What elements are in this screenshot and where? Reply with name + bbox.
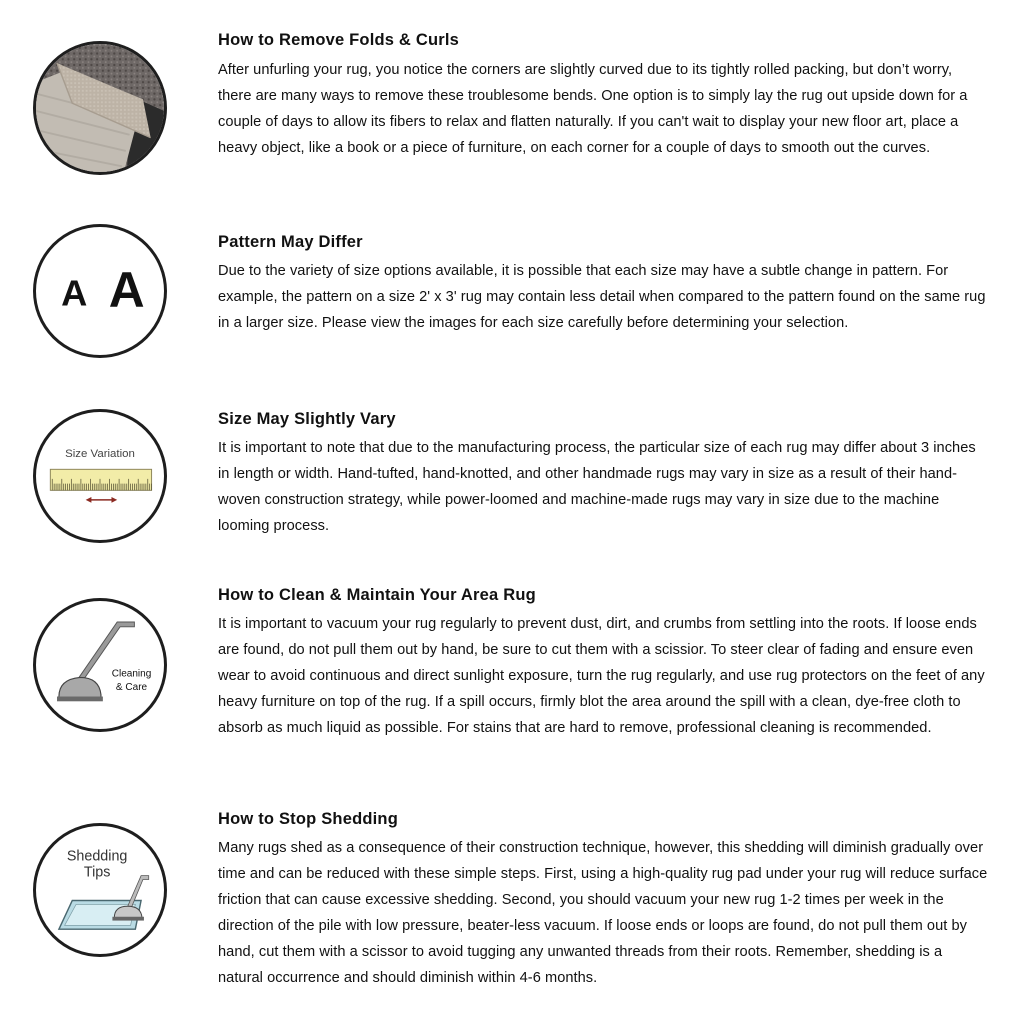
section-body: After unfurling your rug, you notice the corners are slightly curved due to its tightly rolled packing, but don’t worry, there are many ways to remove these troublesome bends. One option is to simply lay the rug out upside down for a couple of days to allow its fibers to relax and flatten naturally. If you can't wait to display your new floor art, place a heavy object, like a book or a piece of furniture, on each corner for a couple of days to smooth out the curves. <box>218 62 968 156</box>
section-body: It is important to vacuum your rug regularly to prevent dust, dirt, and crumbs from settling into the roots. If loose ends are found, do not pull them out by hand, be sure to cut them with a scissior. To steer clear of fading and ensure even wear to avoid continuous and direct sunlight exposure, turn the rug regularly, and use rug protectors on the feet of any heavy furniture on top of the rug. If a spill occurs, firmly blot the area around the spill with a clean, dye-free cloth to absorb as much liquid as possible. For stains that are hard to remove, professional cleaning is recommended. <box>218 616 985 736</box>
shedding-icon <box>33 823 167 957</box>
section-title: Pattern May Differ <box>218 233 363 251</box>
care-label: & Care <box>115 681 148 693</box>
large-letter-a: A <box>108 262 145 319</box>
small-letter-a: A <box>61 272 88 314</box>
ruler-icon <box>33 409 167 543</box>
shedding-label: Shedding <box>66 848 128 865</box>
section-title: Size May Slightly Vary <box>218 410 396 428</box>
section-body: It is important to note that due to the manufacturing process, the particular size of each rug may differ about 3 inches in length or width. Hand-tufted, hand-knotted, and other handmade rugs may vary in size as a result of their hand-woven construction strategy, while power-loomed and machine-made rugs may vary in size due to the machine looming process. <box>218 440 976 534</box>
section-title: How to Clean & Maintain Your Area Rug <box>218 586 536 604</box>
rug-corner-icon <box>33 41 167 175</box>
size-variation-label: Size Variation <box>65 447 135 460</box>
section-title: How to Remove Folds & Curls <box>218 31 460 49</box>
cleaning-label: Cleaning <box>111 668 152 680</box>
section-body: Many rugs shed as a consequence of their construction technique, however, this shedding will diminish gradually over time and can be reduced with these simple steps. First, using a high-quality rug pad under your rug will reduce surface friction that can cause excessive shedding. Second, you should vacuum your new rug 1-2 times per week in the direction of the pile with low pressure, beater-less vacuum. If loose ends or loops are found, do not pull them out by hand, cut them with a scissor to avoid tugging any unwanted threads from their roots. Remember, shedding is a natural occurrence and should diminish within 4-6 months. <box>218 840 988 986</box>
letter-size-icon <box>33 224 167 358</box>
section-body: Due to the variety of size options available, it is possible that each size may have a subtle change in pattern. For example, the pattern on a size 2' x 3' rug may contain less detail when compared to the pattern found on the same rug in a larger size. Please view the images for each size carefully before determining your selection. <box>218 263 986 331</box>
section-title: How to Stop Shedding <box>218 810 398 828</box>
tips-label: Tips <box>83 864 111 881</box>
vacuum-icon <box>33 598 167 732</box>
